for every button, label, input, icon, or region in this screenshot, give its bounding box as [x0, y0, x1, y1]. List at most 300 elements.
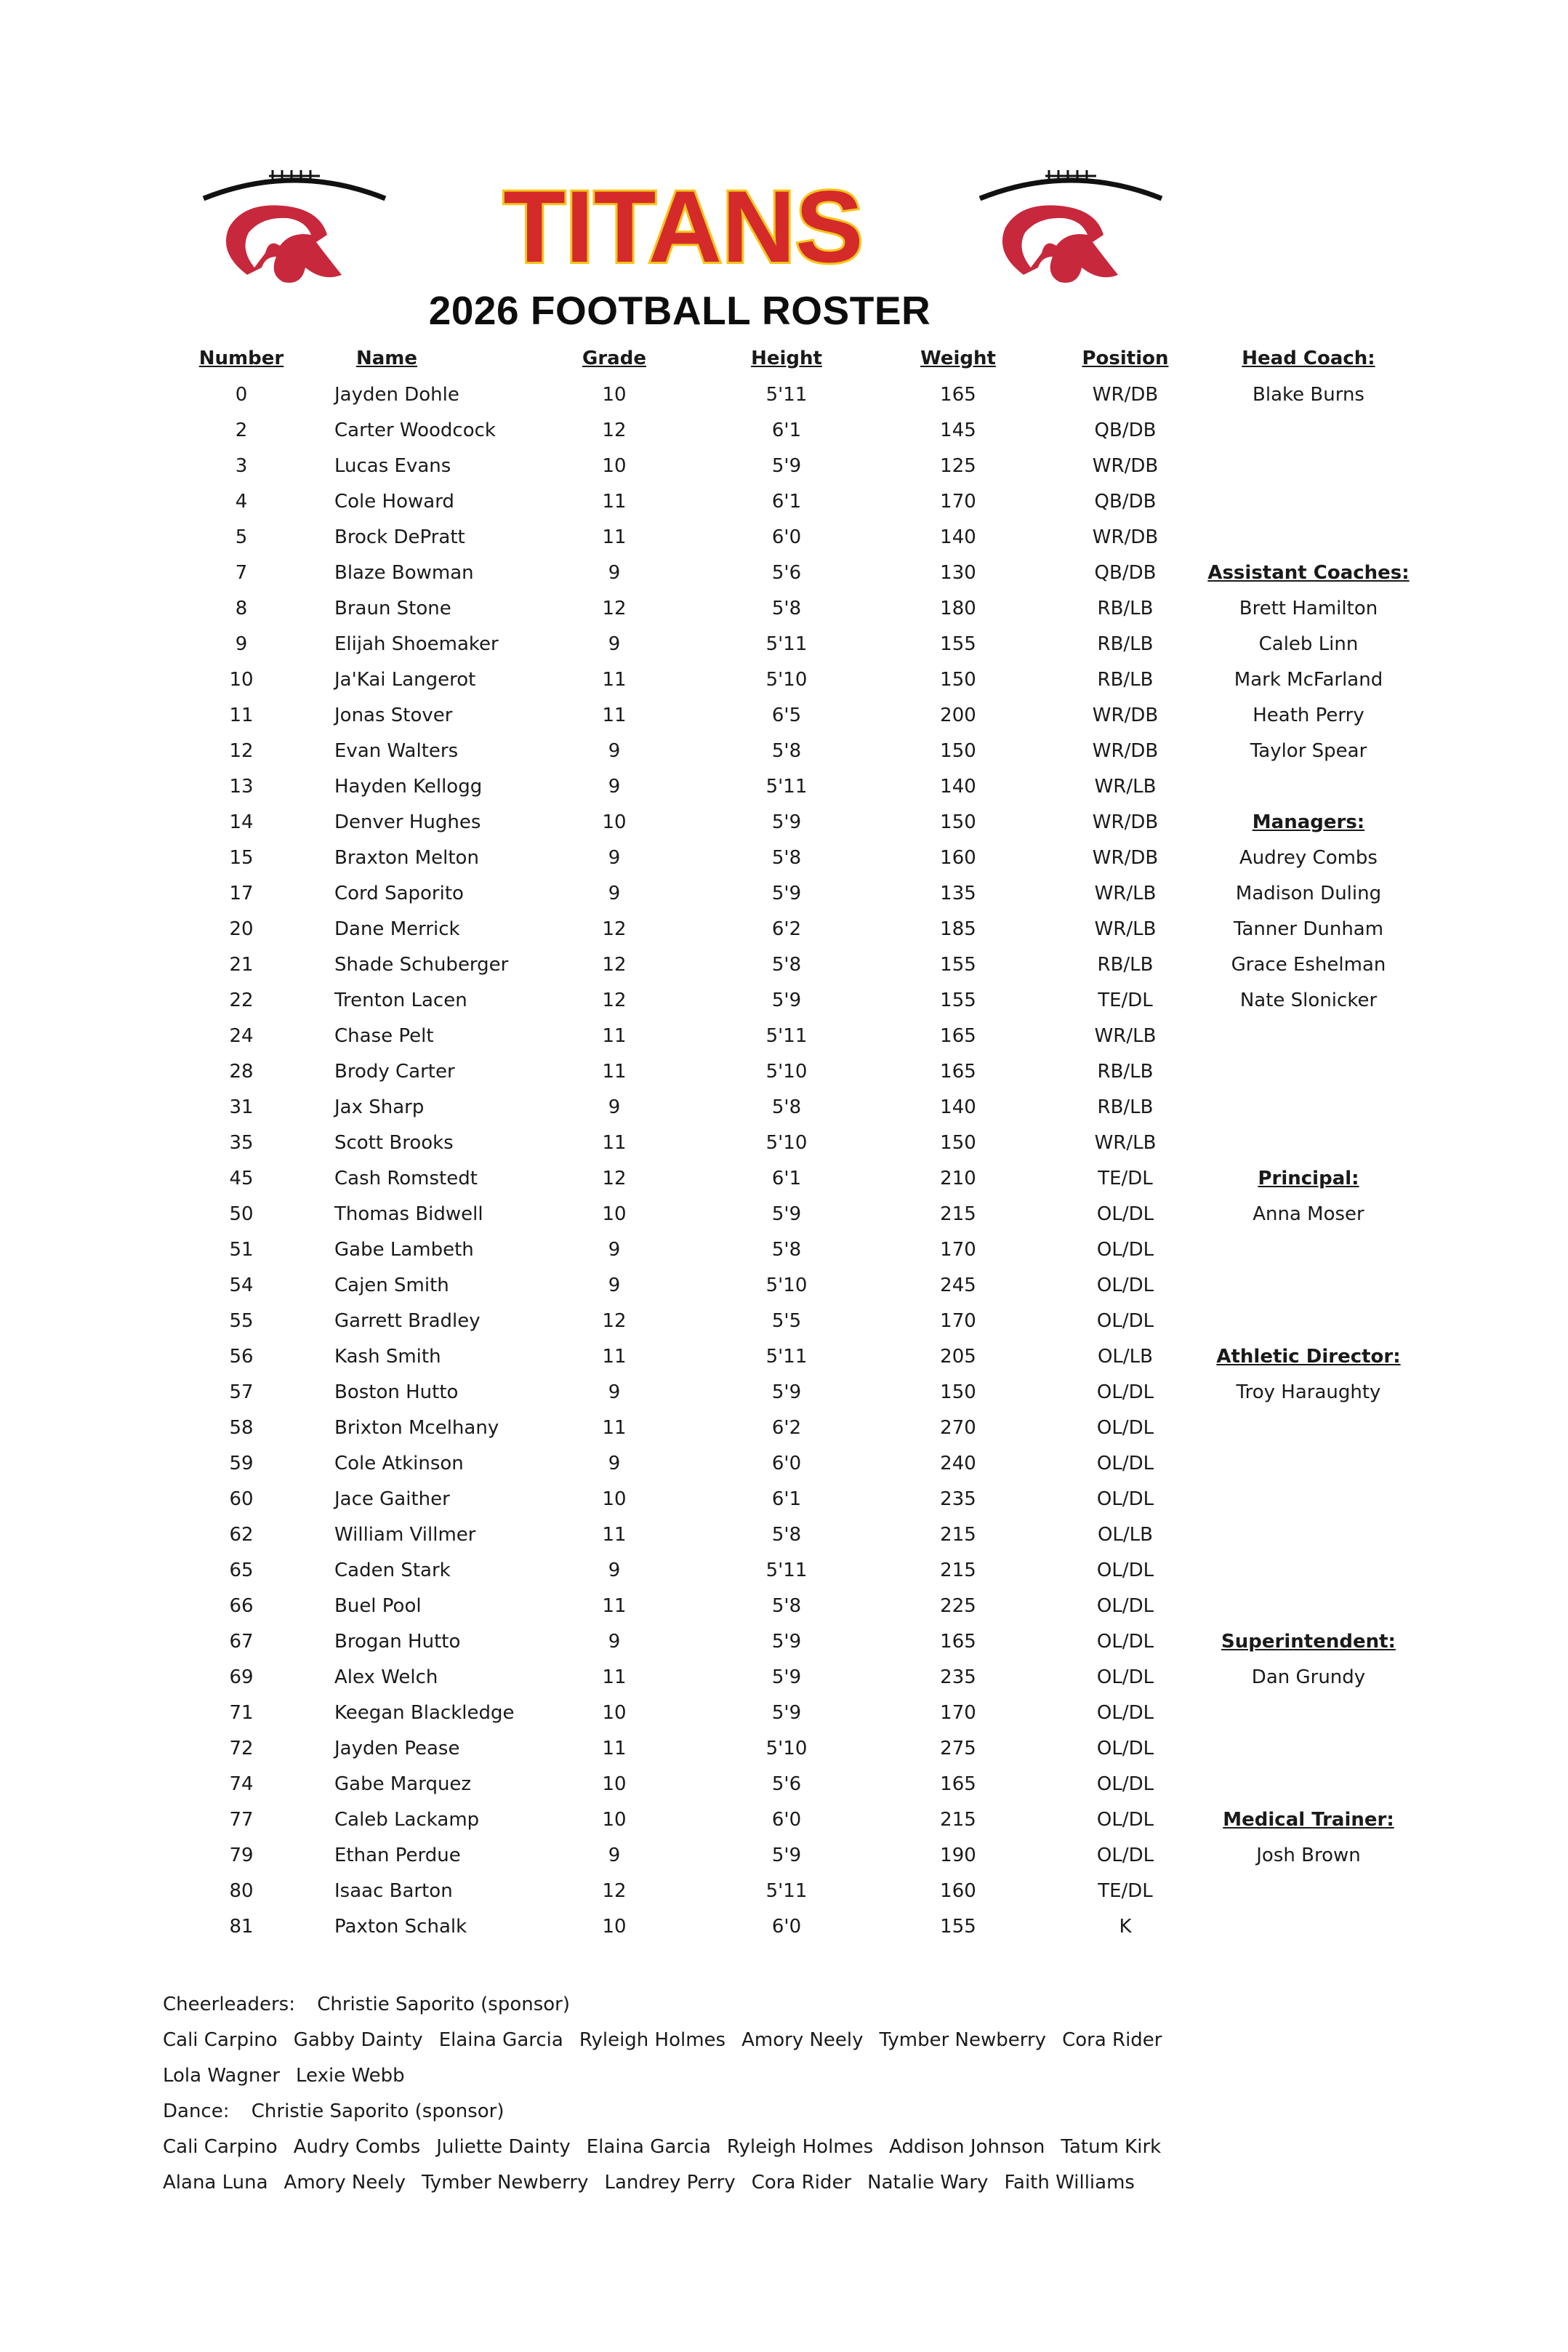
cell-height: 5'8: [771, 847, 802, 869]
cell-number: 54: [229, 1275, 254, 1296]
staff-title: Assistant Coaches:: [1207, 562, 1410, 584]
cell-number: 7: [235, 562, 248, 584]
cell-position: OL/DL: [1096, 1560, 1154, 1581]
cell-height: 6'1: [771, 1488, 802, 1510]
staff-name: Brett Hamilton: [1239, 598, 1378, 619]
staff-name: Grace Eshelman: [1231, 954, 1386, 976]
table-row: [0, 526, 1236, 562]
cell-position: OL/DL: [1096, 1666, 1154, 1688]
column-header-height: Height: [751, 348, 822, 369]
member-name: Amory Neely: [284, 2172, 406, 2194]
table-row: [0, 883, 1236, 918]
svg-text:TITANS: TITANS: [503, 180, 864, 275]
cell-height: 6'2: [771, 1417, 802, 1439]
cell-grade: 11: [602, 1738, 627, 1759]
cell-height: 6'1: [771, 420, 802, 441]
table-row: [0, 384, 1236, 420]
member-name: Alana Luna: [163, 2172, 268, 2194]
cell-weight: 165: [940, 1631, 976, 1653]
table-row: [0, 776, 1236, 811]
member-name: Amory Neely: [741, 2029, 864, 2051]
cell-grade: 9: [608, 1453, 621, 1474]
dance-header-line: [163, 2100, 520, 2122]
cell-number: 65: [229, 1560, 254, 1581]
titans-wordmark-logo: [465, 180, 901, 275]
cell-name: Brody Carter: [334, 1061, 455, 1083]
cell-weight: 140: [940, 1096, 976, 1118]
cell-weight: 165: [940, 384, 976, 406]
cell-grade: 11: [602, 1061, 627, 1083]
cell-weight: 150: [940, 740, 976, 762]
cell-grade: 12: [602, 420, 627, 441]
cell-number: 13: [229, 776, 254, 798]
cell-name: Brixton Mcelhany: [334, 1417, 499, 1439]
cell-position: WR/LB: [1094, 1025, 1157, 1047]
cell-number: 55: [229, 1310, 254, 1332]
cell-number: 72: [229, 1738, 254, 1759]
cell-grade: 12: [602, 1880, 627, 1902]
cell-number: 74: [229, 1773, 254, 1795]
table-row: [0, 1310, 1236, 1346]
cell-height: 5'9: [771, 455, 802, 477]
cell-height: 6'0: [771, 1916, 802, 1938]
cell-weight: 235: [940, 1488, 976, 1510]
cell-height: 5'8: [771, 598, 802, 619]
cell-position: WR/LB: [1094, 1132, 1157, 1154]
table-row: [0, 811, 1236, 847]
cell-grade: 9: [608, 1096, 621, 1118]
member-name: Elaina Garcia: [586, 2136, 711, 2158]
cell-grade: 11: [602, 1132, 627, 1154]
member-name: Cora Rider: [751, 2172, 852, 2194]
cell-position: WR/LB: [1094, 883, 1157, 904]
table-row: [0, 1738, 1236, 1773]
cell-number: 31: [229, 1096, 254, 1118]
member-name: Lexie Webb: [296, 2065, 405, 2087]
page-title: 2026 FOOTBALL ROSTER: [428, 288, 931, 333]
cell-height: 5'11: [765, 1880, 808, 1902]
cell-weight: 140: [940, 776, 976, 798]
cell-grade: 10: [602, 1916, 627, 1938]
cell-grade: 9: [608, 847, 621, 869]
cell-weight: 205: [940, 1346, 976, 1368]
cell-name: Brock DePratt: [334, 526, 465, 548]
cell-position: OL/LB: [1097, 1524, 1154, 1546]
cell-name: Carter Woodcock: [334, 420, 496, 441]
table-row: [0, 1595, 1236, 1631]
column-header-weight: Weight: [920, 348, 996, 369]
cell-grade: 9: [608, 1560, 621, 1581]
cell-name: Gabe Lambeth: [334, 1239, 474, 1261]
staff-name: Dan Grundy: [1251, 1666, 1366, 1688]
cell-name: Trenton Lacen: [334, 990, 467, 1011]
cell-grade: 9: [608, 776, 621, 798]
cell-height: 6'5: [771, 705, 802, 726]
cell-position: OL/DL: [1096, 1738, 1154, 1759]
cell-number: 10: [229, 669, 254, 691]
member-name: Cali Carpino: [163, 2136, 278, 2158]
cell-position: OL/DL: [1096, 1453, 1154, 1474]
cell-position: RB/LB: [1097, 669, 1154, 691]
cell-height: 5'9: [771, 1381, 802, 1403]
cell-position: WR/DB: [1092, 705, 1159, 726]
cell-weight: 215: [940, 1524, 976, 1546]
cell-number: 5: [235, 526, 248, 548]
cell-grade: 11: [602, 1524, 627, 1546]
cell-height: 5'9: [771, 883, 802, 904]
cheer-header-line: [163, 1994, 586, 2015]
cell-name: Jax Sharp: [334, 1096, 425, 1118]
table-row: [0, 1488, 1236, 1524]
member-name: Tymber Newberry: [421, 2172, 589, 2194]
cell-name: Braun Stone: [334, 598, 451, 619]
cell-height: 5'11: [765, 776, 808, 798]
cell-name: William Villmer: [334, 1524, 476, 1546]
cell-name: Evan Walters: [334, 740, 459, 762]
cell-weight: 135: [940, 883, 976, 904]
cell-weight: 170: [940, 491, 976, 513]
cell-grade: 10: [602, 1809, 627, 1831]
cell-number: 22: [229, 990, 254, 1011]
cell-name: Ethan Perdue: [334, 1845, 461, 1866]
cell-position: WR/DB: [1092, 455, 1159, 477]
cell-number: 35: [229, 1132, 254, 1154]
table-row: [0, 1096, 1236, 1132]
staff-name: Audrey Combs: [1239, 847, 1378, 869]
cell-grade: 10: [602, 384, 627, 406]
spartan-helmet-logo-right: [973, 166, 1169, 297]
cell-height: 5'9: [771, 1702, 802, 1724]
cell-number: 9: [235, 633, 248, 655]
cell-grade: 11: [602, 705, 627, 726]
staff-name: Madison Duling: [1235, 883, 1382, 904]
cell-position: WR/DB: [1092, 384, 1159, 406]
cell-grade: 11: [602, 1346, 627, 1368]
cell-name: Caden Stark: [334, 1560, 451, 1581]
cell-position: OL/DL: [1096, 1488, 1154, 1510]
member-name: Tatum Kirk: [1061, 2136, 1162, 2158]
cell-weight: 190: [940, 1845, 976, 1866]
cell-weight: 140: [940, 526, 976, 548]
cell-grade: 12: [602, 1310, 627, 1332]
cell-grade: 12: [602, 598, 627, 619]
cell-number: 2: [235, 420, 248, 441]
cell-position: QB/DB: [1094, 420, 1157, 441]
cell-grade: 11: [602, 526, 627, 548]
table-row: [0, 1524, 1236, 1560]
cell-name: Scott Brooks: [334, 1132, 454, 1154]
cell-number: 51: [229, 1239, 254, 1261]
table-row: [0, 705, 1236, 740]
cell-grade: 9: [608, 1845, 621, 1866]
member-name: Ryleigh Holmes: [726, 2136, 874, 2158]
cell-height: 5'11: [765, 1346, 808, 1368]
cell-position: TE/DL: [1098, 1880, 1153, 1902]
spartan-helmet-logo-left: [196, 166, 393, 297]
cell-number: 12: [229, 740, 254, 762]
cell-name: Dane Merrick: [334, 918, 460, 940]
cell-grade: 10: [602, 1488, 627, 1510]
cell-weight: 155: [940, 954, 976, 976]
cell-name: Chase Pelt: [334, 1025, 434, 1047]
cell-height: 5'10: [765, 669, 808, 691]
table-row: [0, 491, 1236, 526]
table-row: [0, 1560, 1236, 1595]
staff-name: Josh Brown: [1256, 1845, 1361, 1866]
cell-number: 58: [229, 1417, 254, 1439]
cell-position: OL/DL: [1096, 1809, 1154, 1831]
cell-position: RB/LB: [1097, 1096, 1154, 1118]
cell-name: Boston Hutto: [334, 1381, 459, 1403]
cell-number: 56: [229, 1346, 254, 1368]
member-name: Juliette Dainty: [436, 2136, 571, 2158]
cell-number: 69: [229, 1666, 254, 1688]
table-row: [0, 1025, 1236, 1061]
cell-grade: 9: [608, 562, 621, 584]
cell-name: Cole Howard: [334, 491, 454, 513]
table-row: [0, 455, 1236, 491]
staff-name: Anna Moser: [1253, 1203, 1364, 1225]
cell-position: OL/DL: [1096, 1310, 1154, 1332]
column-header-number: Number: [198, 348, 284, 369]
cell-height: 5'8: [771, 740, 802, 762]
cell-position: OL/DL: [1096, 1631, 1154, 1653]
cell-position: OL/DL: [1096, 1203, 1154, 1225]
cell-position: OL/DL: [1096, 1239, 1154, 1261]
cell-name: Cord Saporito: [334, 883, 464, 904]
member-name: Lola Wagner: [163, 2065, 281, 2087]
staff-name: Nate Slonicker: [1239, 990, 1378, 1011]
cell-name: Jace Gaither: [334, 1488, 450, 1510]
table-row: [0, 1666, 1236, 1702]
cell-name: Keegan Blackledge: [334, 1702, 515, 1724]
table-row: [0, 918, 1236, 954]
table-row: [0, 1132, 1236, 1168]
cell-grade: 12: [602, 1168, 627, 1189]
cell-name: Jayden Dohle: [334, 384, 459, 406]
cell-weight: 150: [940, 1381, 976, 1403]
staff-title: Medical Trainer:: [1223, 1809, 1394, 1831]
cell-height: 6'0: [771, 1809, 802, 1831]
cell-name: Garrett Bradley: [334, 1310, 481, 1332]
cell-position: QB/DB: [1094, 562, 1157, 584]
member-name: Tymber Newberry: [879, 2029, 1047, 2051]
dance-label: Dance:: [163, 2100, 230, 2122]
cell-position: OL/DL: [1096, 1417, 1154, 1439]
cell-height: 6'2: [771, 918, 802, 940]
cell-number: 79: [229, 1845, 254, 1866]
cell-number: 11: [229, 705, 254, 726]
staff-title: Principal:: [1258, 1168, 1359, 1189]
cell-grade: 9: [608, 1239, 621, 1261]
cell-grade: 9: [608, 1381, 621, 1403]
cell-number: 50: [229, 1203, 254, 1225]
cell-position: TE/DL: [1098, 1168, 1153, 1189]
cell-position: WR/DB: [1092, 847, 1159, 869]
cell-position: OL/DL: [1096, 1275, 1154, 1296]
table-row: [0, 1381, 1236, 1417]
table-row: [0, 669, 1236, 705]
cell-name: Ja'Kai Langerot: [334, 669, 476, 691]
member-name: Addison Johnson: [889, 2136, 1045, 2158]
cell-height: 5'8: [771, 1524, 802, 1546]
cell-position: RB/LB: [1097, 633, 1154, 655]
dance-sponsor: Christie Saporito (sponsor): [251, 2100, 504, 2122]
cell-weight: 215: [940, 1560, 976, 1581]
cell-position: WR/DB: [1092, 526, 1159, 548]
cell-number: 57: [229, 1381, 254, 1403]
cell-height: 5'11: [765, 384, 808, 406]
cell-number: 45: [229, 1168, 254, 1189]
cell-grade: 12: [602, 990, 627, 1011]
cell-name: Kash Smith: [334, 1346, 441, 1368]
staff-title: Head Coach:: [1242, 348, 1375, 369]
cell-position: RB/LB: [1097, 954, 1154, 976]
cell-name: Isaac Barton: [334, 1880, 453, 1902]
member-name: Audry Combs: [293, 2136, 421, 2158]
cell-position: OL/DL: [1096, 1845, 1154, 1866]
cell-height: 5'8: [771, 954, 802, 976]
cell-name: Caleb Lackamp: [334, 1809, 480, 1831]
cell-number: 3: [235, 455, 248, 477]
dance-members-line-2: [163, 2172, 1151, 2194]
staff-name: Blake Burns: [1253, 384, 1364, 406]
cell-position: OL/DL: [1096, 1595, 1154, 1617]
table-row: [0, 1702, 1236, 1738]
table-row: [0, 1417, 1236, 1453]
cell-weight: 200: [940, 705, 976, 726]
member-name: Faith Williams: [1004, 2172, 1135, 2194]
cell-weight: 150: [940, 669, 976, 691]
cell-height: 5'11: [765, 633, 808, 655]
cell-grade: 11: [602, 1025, 627, 1047]
cell-grade: 11: [602, 669, 627, 691]
cell-grade: 10: [602, 455, 627, 477]
cell-grade: 11: [602, 1417, 627, 1439]
cell-height: 5'10: [765, 1132, 808, 1154]
cell-weight: 215: [940, 1203, 976, 1225]
cell-height: 5'9: [771, 990, 802, 1011]
cell-grade: 12: [602, 954, 627, 976]
table-row: [0, 1631, 1236, 1666]
member-name: Landrey Perry: [604, 2172, 736, 2194]
staff-title: Superintendent:: [1221, 1631, 1396, 1653]
cell-grade: 10: [602, 811, 627, 833]
cell-weight: 165: [940, 1061, 976, 1083]
cell-height: 6'1: [771, 491, 802, 513]
cell-weight: 155: [940, 633, 976, 655]
cell-number: 17: [229, 883, 254, 904]
table-row: [0, 847, 1236, 883]
staff-name: Heath Perry: [1253, 705, 1364, 726]
cell-height: 5'9: [771, 1203, 802, 1225]
cell-number: 67: [229, 1631, 254, 1653]
cell-position: QB/DB: [1094, 491, 1157, 513]
table-row: [0, 954, 1236, 990]
table-row: [0, 1453, 1236, 1488]
cell-weight: 180: [940, 598, 976, 619]
cell-name: Paxton Schalk: [334, 1916, 467, 1938]
cell-height: 5'10: [765, 1275, 808, 1296]
cell-number: 8: [235, 598, 248, 619]
table-row: [0, 420, 1236, 455]
cell-number: 71: [229, 1702, 254, 1724]
table-row: [0, 1880, 1236, 1916]
cell-name: Jonas Stover: [334, 705, 453, 726]
cell-name: Brogan Hutto: [334, 1631, 461, 1653]
cell-height: 6'0: [771, 1453, 802, 1474]
cell-height: 5'9: [771, 1845, 802, 1866]
cell-position: OL/LB: [1097, 1346, 1154, 1368]
cell-name: Cole Atkinson: [334, 1453, 464, 1474]
cell-weight: 170: [940, 1310, 976, 1332]
staff-name: Tanner Dunham: [1233, 918, 1384, 940]
table-row: [0, 1168, 1236, 1203]
table-row: [0, 1203, 1236, 1239]
staff-name: Taylor Spear: [1250, 740, 1367, 762]
cell-name: Gabe Marquez: [334, 1773, 472, 1795]
cell-number: 15: [229, 847, 254, 869]
cell-weight: 165: [940, 1025, 976, 1047]
cell-grade: 9: [608, 1631, 621, 1653]
cell-grade: 12: [602, 918, 627, 940]
cell-grade: 11: [602, 1666, 627, 1688]
cell-name: Alex Welch: [334, 1666, 438, 1688]
cell-height: 5'9: [771, 1631, 802, 1653]
cell-name: Thomas Bidwell: [334, 1203, 483, 1225]
cell-weight: 160: [940, 1880, 976, 1902]
cell-weight: 130: [940, 562, 976, 584]
cell-number: 81: [229, 1916, 254, 1938]
table-row: [0, 598, 1236, 633]
cell-name: Shade Schuberger: [334, 954, 509, 976]
cell-name: Buel Pool: [334, 1595, 422, 1617]
cell-name: Blaze Bowman: [334, 562, 474, 584]
staff-title: Managers:: [1252, 811, 1365, 833]
cheer-sponsor: Christie Saporito (sponsor): [317, 1994, 570, 2015]
cell-position: RB/LB: [1097, 1061, 1154, 1083]
table-row: [0, 1916, 1236, 1951]
cell-grade: 10: [602, 1203, 627, 1225]
cell-number: 4: [235, 491, 248, 513]
cell-height: 5'6: [771, 1773, 802, 1795]
cell-position: WR/DB: [1092, 740, 1159, 762]
cell-name: Braxton Melton: [334, 847, 479, 869]
cell-grade: 9: [608, 633, 621, 655]
cell-weight: 155: [940, 1916, 976, 1938]
cell-height: 6'1: [771, 1168, 802, 1189]
cell-weight: 160: [940, 847, 976, 869]
cell-grade: 9: [608, 1275, 621, 1296]
table-row: [0, 740, 1236, 776]
cell-position: WR/LB: [1094, 776, 1157, 798]
cell-grade: 10: [602, 1773, 627, 1795]
cell-number: 80: [229, 1880, 254, 1902]
cell-weight: 210: [940, 1168, 976, 1189]
cell-weight: 235: [940, 1666, 976, 1688]
cell-height: 5'8: [771, 1239, 802, 1261]
cell-number: 14: [229, 811, 254, 833]
cell-grade: 9: [608, 740, 621, 762]
cell-weight: 155: [940, 990, 976, 1011]
cell-number: 62: [229, 1524, 254, 1546]
cell-number: 59: [229, 1453, 254, 1474]
cell-position: K: [1119, 1916, 1132, 1938]
cell-number: 77: [229, 1809, 254, 1831]
cell-grade: 11: [602, 1595, 627, 1617]
staff-title: Athletic Director:: [1216, 1346, 1401, 1368]
cell-grade: 10: [602, 1702, 627, 1724]
